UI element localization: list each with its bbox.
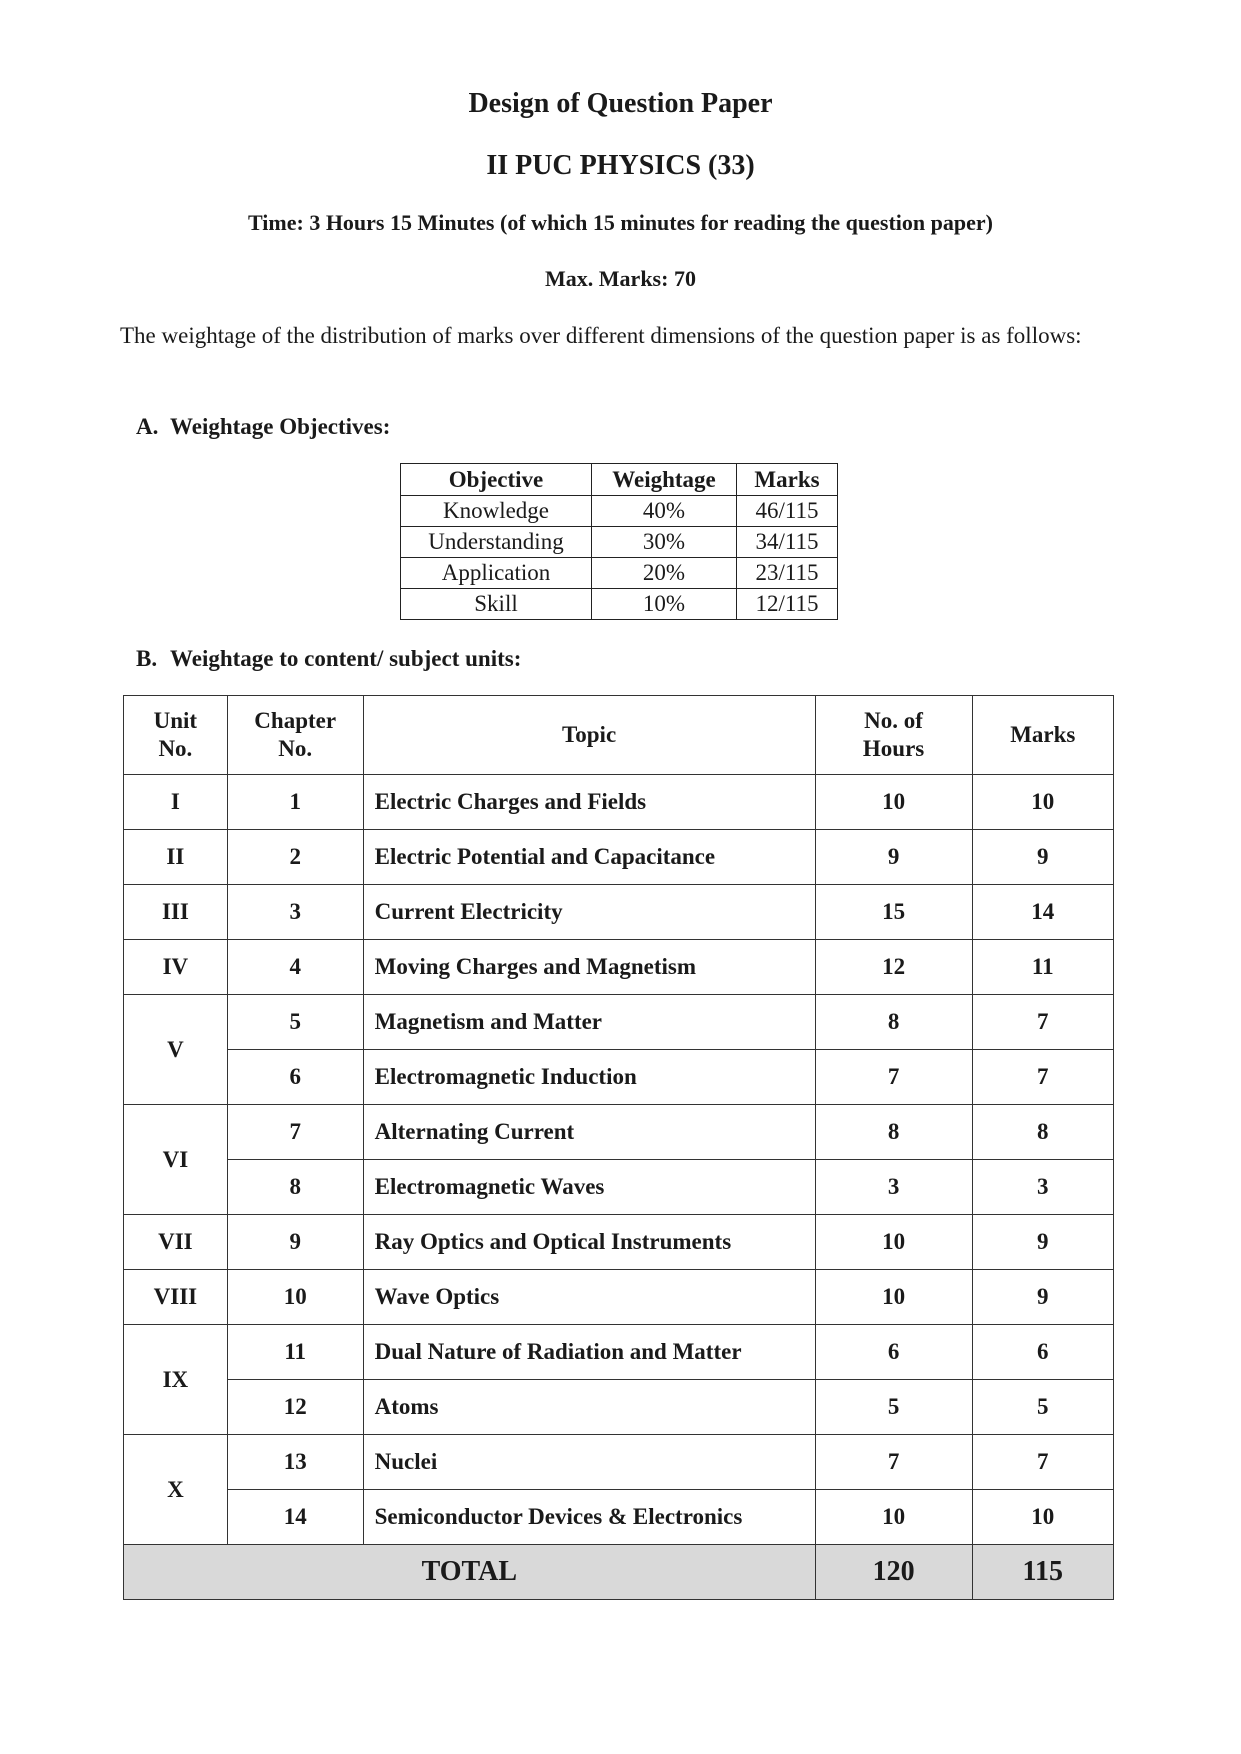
objectives-cell-weightage: 10% (592, 589, 737, 620)
unit-row (124, 995, 1114, 1050)
unit-number: IV (124, 940, 228, 995)
objectives-cell-weightage: 20% (592, 558, 737, 589)
unit-number: X (124, 1435, 228, 1545)
chapter-hours: 6 (815, 1325, 972, 1380)
chapter-topic: Dual Nature of Radiation and Matter (363, 1325, 815, 1380)
section-b-label: B. (136, 646, 158, 671)
chapter-hours: 7 (815, 1050, 972, 1105)
chapter-number: 5 (227, 995, 363, 1050)
objectives-header-row (401, 464, 838, 496)
objectives-cell-marks: 12/115 (737, 589, 838, 620)
unit-row (124, 1325, 1114, 1380)
chapter-topic: Atoms (363, 1380, 815, 1435)
unit-number: VI (124, 1105, 228, 1215)
chapter-topic: Current Electricity (363, 885, 815, 940)
objectives-cell-objective: Knowledge (401, 496, 592, 527)
unit-row (124, 940, 1114, 995)
objectives-cell-objective: Understanding (401, 527, 592, 558)
chapter-number: 3 (227, 885, 363, 940)
chapter-number: 10 (227, 1270, 363, 1325)
chapter-topic: Nuclei (363, 1435, 815, 1490)
units-header-unit: Unit No. (124, 696, 228, 775)
chapter-marks: 10 (972, 775, 1113, 830)
unit-number: IX (124, 1325, 228, 1435)
chapter-topic: Electromagnetic Waves (363, 1160, 815, 1215)
chapter-hours: 3 (815, 1160, 972, 1215)
chapter-hours: 10 (815, 775, 972, 830)
intro-paragraph: The weightage of the distribution of marks over different dimensions of the question paper is as follows: (120, 323, 1082, 348)
total-marks: 115 (972, 1545, 1113, 1600)
unit-number: VII (124, 1215, 228, 1270)
chapter-marks: 14 (972, 885, 1113, 940)
units-header-marks: Marks (972, 696, 1113, 775)
chapter-number: 12 (227, 1380, 363, 1435)
chapter-marks: 9 (972, 830, 1113, 885)
units-header-topic: Topic (363, 696, 815, 775)
chapter-marks: 7 (972, 1050, 1113, 1105)
chapter-hours: 8 (815, 1105, 972, 1160)
chapter-marks: 10 (972, 1490, 1113, 1545)
chapter-marks: 11 (972, 940, 1113, 995)
objectives-cell-weightage: 40% (592, 496, 737, 527)
chapter-hours: 15 (815, 885, 972, 940)
chapter-marks: 9 (972, 1215, 1113, 1270)
chapter-marks: 9 (972, 1270, 1113, 1325)
unit-row (124, 1435, 1114, 1490)
chapter-marks: 3 (972, 1160, 1113, 1215)
units-table (123, 695, 1114, 1600)
unit-number: II (124, 830, 228, 885)
chapter-number: 2 (227, 830, 363, 885)
objectives-cell-marks: 34/115 (737, 527, 838, 558)
chapter-topic: Electromagnetic Induction (363, 1050, 815, 1105)
chapter-number: 8 (227, 1160, 363, 1215)
objectives-cell-objective: Application (401, 558, 592, 589)
total-hours: 120 (815, 1545, 972, 1600)
chapter-topic: Alternating Current (363, 1105, 815, 1160)
chapter-number: 11 (227, 1325, 363, 1380)
chapter-marks: 7 (972, 1435, 1113, 1490)
section-a-title: Weightage Objectives: (170, 414, 391, 439)
chapter-number: 7 (227, 1105, 363, 1160)
unit-row (124, 1380, 1114, 1435)
chapter-hours: 10 (815, 1215, 972, 1270)
chapter-hours: 5 (815, 1380, 972, 1435)
chapter-topic: Magnetism and Matter (363, 995, 815, 1050)
chapter-number: 14 (227, 1490, 363, 1545)
unit-row (124, 830, 1114, 885)
units-header-chapter: Chapter No. (227, 696, 363, 775)
max-marks: Max. Marks: 70 (545, 266, 696, 291)
chapter-marks: 6 (972, 1325, 1113, 1380)
chapter-number: 9 (227, 1215, 363, 1270)
chapter-hours: 9 (815, 830, 972, 885)
units-header-row (124, 696, 1114, 775)
objectives-table (400, 463, 838, 620)
chapter-marks: 5 (972, 1380, 1113, 1435)
chapter-hours: 7 (815, 1435, 972, 1490)
unit-row (124, 1215, 1114, 1270)
chapter-number: 4 (227, 940, 363, 995)
total-label: TOTAL (124, 1545, 816, 1600)
chapter-number: 6 (227, 1050, 363, 1105)
chapter-hours: 8 (815, 995, 972, 1050)
unit-row (124, 1160, 1114, 1215)
objectives-cell-marks: 23/115 (737, 558, 838, 589)
unit-row (124, 885, 1114, 940)
chapter-topic: Electric Charges and Fields (363, 775, 815, 830)
section-b-title: Weightage to content/ subject units: (170, 646, 522, 671)
unit-row (124, 1490, 1114, 1545)
chapter-hours: 10 (815, 1490, 972, 1545)
units-body (124, 775, 1114, 1545)
objectives-cell-marks: 46/115 (737, 496, 838, 527)
chapter-marks: 8 (972, 1105, 1113, 1160)
chapter-topic: Wave Optics (363, 1270, 815, 1325)
unit-number: I (124, 775, 228, 830)
objectives-cell-objective: Skill (401, 589, 592, 620)
chapter-marks: 7 (972, 995, 1113, 1050)
chapter-number: 13 (227, 1435, 363, 1490)
unit-row (124, 1050, 1114, 1105)
unit-number: V (124, 995, 228, 1105)
page-title: Design of Question Paper (468, 88, 773, 119)
chapter-hours: 12 (815, 940, 972, 995)
objectives-header-objective: Objective (401, 464, 592, 496)
time-line: Time: 3 Hours 15 Minutes (of which 15 minutes for reading the question paper) (248, 210, 993, 235)
chapter-topic: Semiconductor Devices & Electronics (363, 1490, 815, 1545)
chapter-topic: Moving Charges and Magnetism (363, 940, 815, 995)
unit-row (124, 1105, 1114, 1160)
unit-row (124, 1270, 1114, 1325)
section-a-heading (136, 414, 390, 440)
objectives-header-weightage: Weightage (592, 464, 737, 496)
section-a-label: A. (136, 414, 159, 439)
units-header-hours: No. of Hours (815, 696, 972, 775)
unit-number: III (124, 885, 228, 940)
objectives-header-marks: Marks (737, 464, 838, 496)
chapter-topic: Ray Optics and Optical Instruments (363, 1215, 815, 1270)
unit-number: VIII (124, 1270, 228, 1325)
objectives-cell-weightage: 30% (592, 527, 737, 558)
objectives-body (401, 496, 838, 620)
chapter-topic: Electric Potential and Capacitance (363, 830, 815, 885)
chapter-number: 1 (227, 775, 363, 830)
unit-row (124, 775, 1114, 830)
section-b-heading (136, 646, 521, 672)
objectives-row (401, 496, 838, 527)
objectives-row (401, 589, 838, 620)
objectives-row (401, 527, 838, 558)
chapter-hours: 10 (815, 1270, 972, 1325)
total-row (124, 1545, 1114, 1600)
subject-title: II PUC PHYSICS (33) (486, 150, 755, 181)
objectives-row (401, 558, 838, 589)
